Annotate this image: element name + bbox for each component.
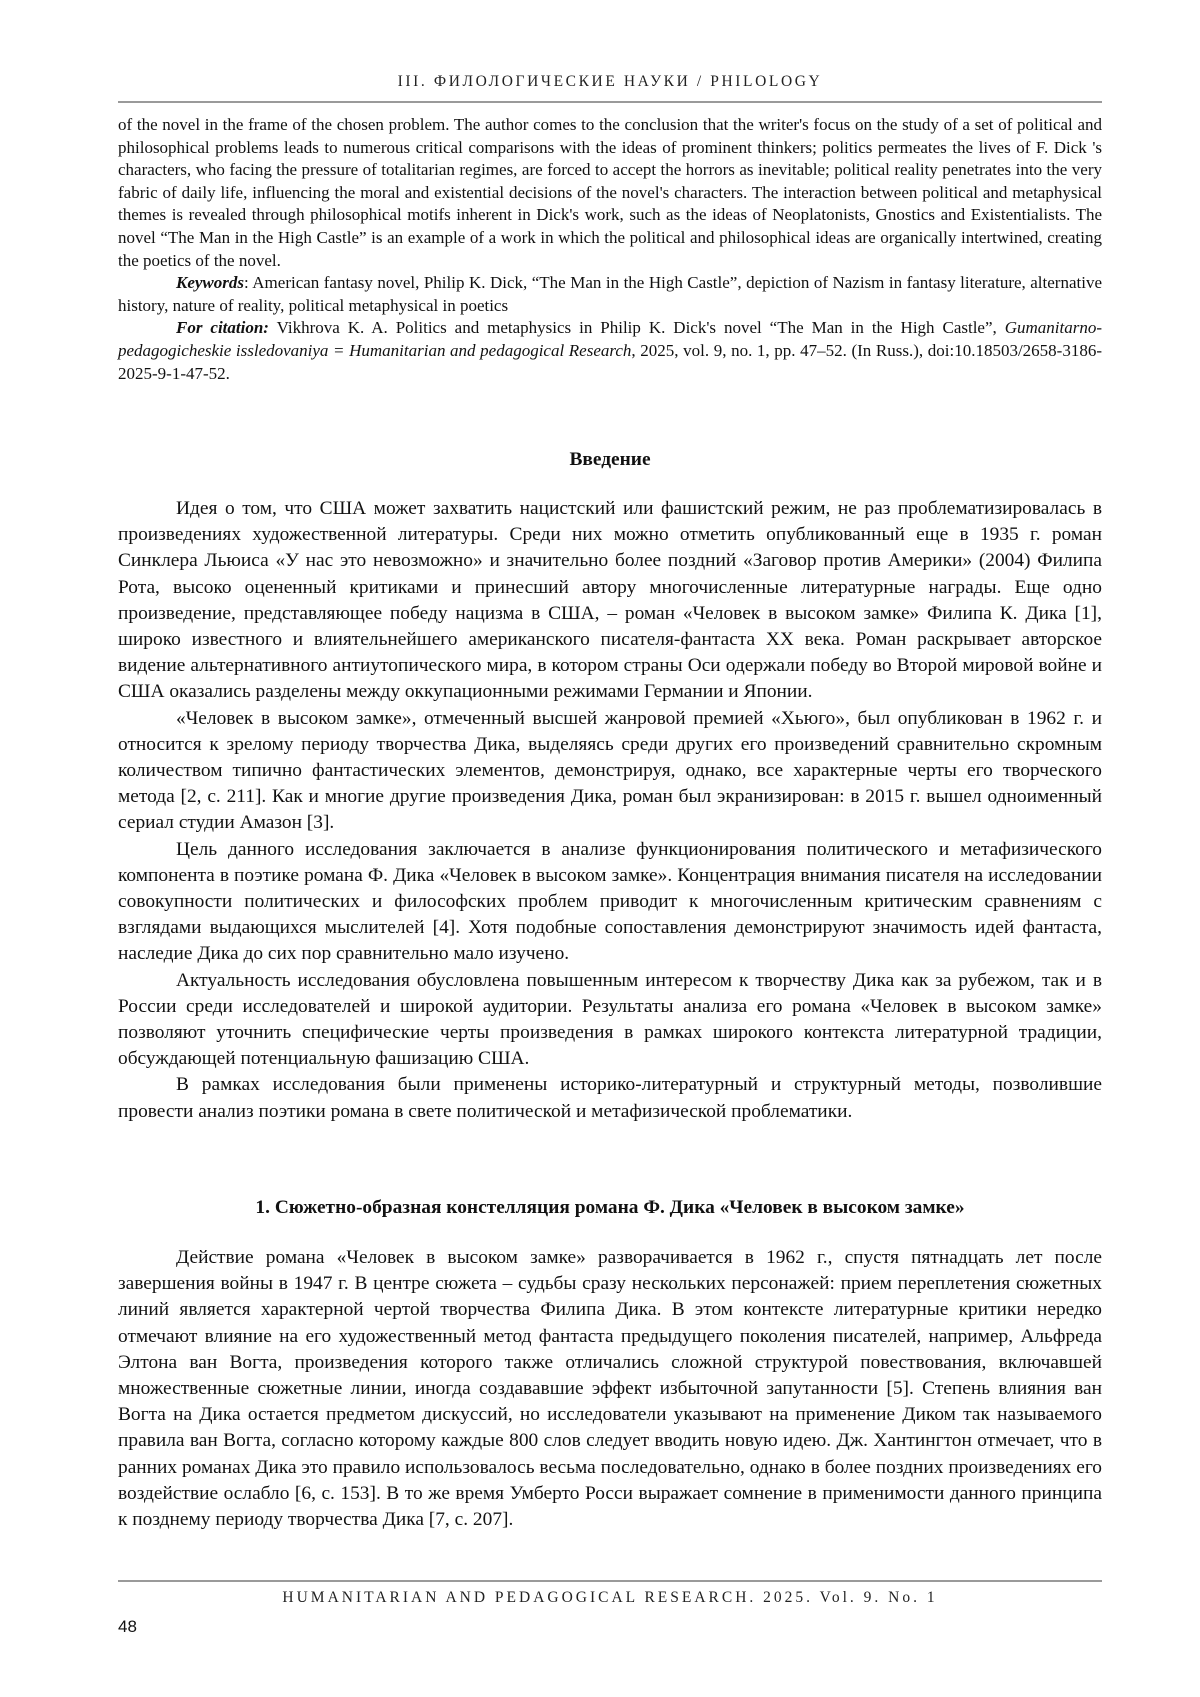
citation-text-2: , 2025, vol. 9, no. 1, pp. 47–52. (In Russ.), doi:10.18503/2658-3186-2025-9-1-47-52. [118,340,1102,383]
intro-paragraph: Идея о том, что США может захватить нацистский или фашистский режим, не раз проблематизировалась в произведениях художественной литературы. Среди них можно отметить опубликованный еще в 1935 г. роман Синклера Льюиса «У нас это невозможно» и значительно более поздний «Заговор против Америки» (2004) Филипа Рота, высоко оцененный критиками и принесший автору многочисленные литературные награды. Еще одно произведение, представляющее победу нацизма в США, – роман «Человек в высоком замке» Филипа К. Дика [1], широко известного и влиятельнейшего американского писателя-фантаста XX века. Роман раскрывает авторское видение альтернативного антиутопического мира, в котором страны Оси одержали победу во Второй мировой войне и США оказались разделены между оккупационными режимами Германии и Японии. [118,498,1102,703]
intro-body [118,496,1102,1125]
section-heading-intro: Введение [569,449,651,470]
citation-text-1: Vikhrova K. A. Politics and metaphysics in Philip K. Dick's novel “The Man in the High Castle”, [268,318,1005,338]
running-head: III. ФИЛОЛОГИЧЕСКИЕ НАУКИ / PHILOLOGY [397,73,823,90]
intro-paragraph: Цель данного исследования заключается в анализе функционирования политического и метафизического компонента в поэтике романа Ф. Дика «Человек в высоком замке». Концентрация внимания писателя на исследовании совокупности политических и философских проблем приводит к многочисленным критическим сравнениям с взглядами выдающихся мыслителей [4]. Хотя подобные сопоставления демонстрируют значимость идей фантаста, наследие Дика до сих пор сравнительно мало изучено. [118,838,1102,965]
keywords-text: : American fantasy novel, Philip K. Dick, “The Man in the High Castle”, depiction of Nazism in fantasy literature, alternative history, nature of reality, political metaphysical in poetics [118,273,1102,315]
abstract-block [118,114,1102,385]
section-1-paragraph: Действие романа «Человек в высоком замке» разворачивается в 1962 г., спустя пятнадцать лет после завершения войны в 1947 г. В центре сюжета – судьбы сразу нескольких персонажей: прием переплетения сюжетных линий является характерной чертой творчества Филипа Дика. В этом контексте литературные критики нередко отмечают влияние на его художественный метод фантаста предыдущего поколения писателей, например, Альфреда Элтона ван Вогта, произведения которого также отличались сложной структурой повествования, включавшей множественные сюжетные линии, иногда создававшие эффект избыточной запутанности [5]. Степень влияния ван Вогта на Дика остается предметом дискуссий, но исследователи указывают на применение Диком так называемого правила ван Вогта, согласно которому каждые 800 слов следует вводить новую идею. Дж. Хантингтон отмечает, что в ранних романах Дика это правило использовалось весьма последовательно, однако в более поздних произведениях его воздействие ослабло [6, с. 153]. В то же время Умберто Росси выражает сомнение в применимости данного принципа к позднему периоду творчества Дика [7, с. 207]. [118,1247,1102,1531]
header-rule [118,101,1102,103]
citation-label: For citation: [176,318,269,338]
section-heading-1: 1. Сюжетно-образная констелляция романа Ф. Дика «Человек в высоком замке» [255,1197,965,1218]
citation-journal: Gumanitarno-pedagogicheskie issledovaniya = Humanitarian and pedagogical Research [118,318,1102,360]
running-foot: HUMANITARIAN AND PEDAGOGICAL RESEARCH. 2025. Vol. 9. No. 1 [282,1589,938,1606]
intro-paragraph: «Человек в высоком замке», отмеченный высшей жанровой премией «Хьюго», был опубликован в 1962 г. и относится к зрелому периоду творчества Дика, выделяясь среди других его произведений сравнительно скромным количеством типично фантастических элементов, демонстрируя, однако, все характерные черты его творческого метода [2, с. 211]. Как и многие другие произведения Дика, роман был экранизирован: в 2015 г. вышел одноименный сериал студии Амазон [3]. [118,707,1102,834]
page-number: 48 [118,1617,137,1636]
citation [118,317,1102,385]
keywords-label: Keywords [176,273,244,293]
intro-paragraph: Актуальность исследования обусловлена повышенным интересом к творчеству Дика как за рубежом, так и в России среди исследователей и широкой аудитории. Результаты анализа его романа «Человек в высоком замке» позволяют уточнить специфические черты произведения в рамках широкого контекста литературной традиции, обсуждающей потенциальную фашизацию США. [118,969,1102,1070]
footer-rule [118,1580,1102,1582]
section-1-body [118,1245,1102,1533]
intro-paragraph: В рамках исследования были применены историко-литературный и структурный методы, позволившие провести анализ поэтики романа в свете политической и метафизической проблематики. [118,1074,1102,1122]
abstract-text: of the novel in the frame of the chosen problem. The author comes to the conclusion that the writer's focus on the study of a set of political and philosophical problems leads to numerous critical comparisons with the ideas of prominent thinkers; politics permeates the lives of F. Dick 's characters, who facing the pressure of totalitarian regimes, are forced to accept the horrors as inevitable; political reality penetrates into the very fabric of daily life, influencing the moral and existential decisions of the novel's characters. The interaction between political and metaphysical themes is revealed through philosophical motifs inherent in Dick's work, such as the ideas of Neoplatonists, Gnostics and Existentialists. The novel “The Man in the High Castle” is an example of a work in which the political and philosophical ideas are organically intertwined, creating the poetics of the novel. [118,115,1102,270]
keywords [118,272,1102,317]
